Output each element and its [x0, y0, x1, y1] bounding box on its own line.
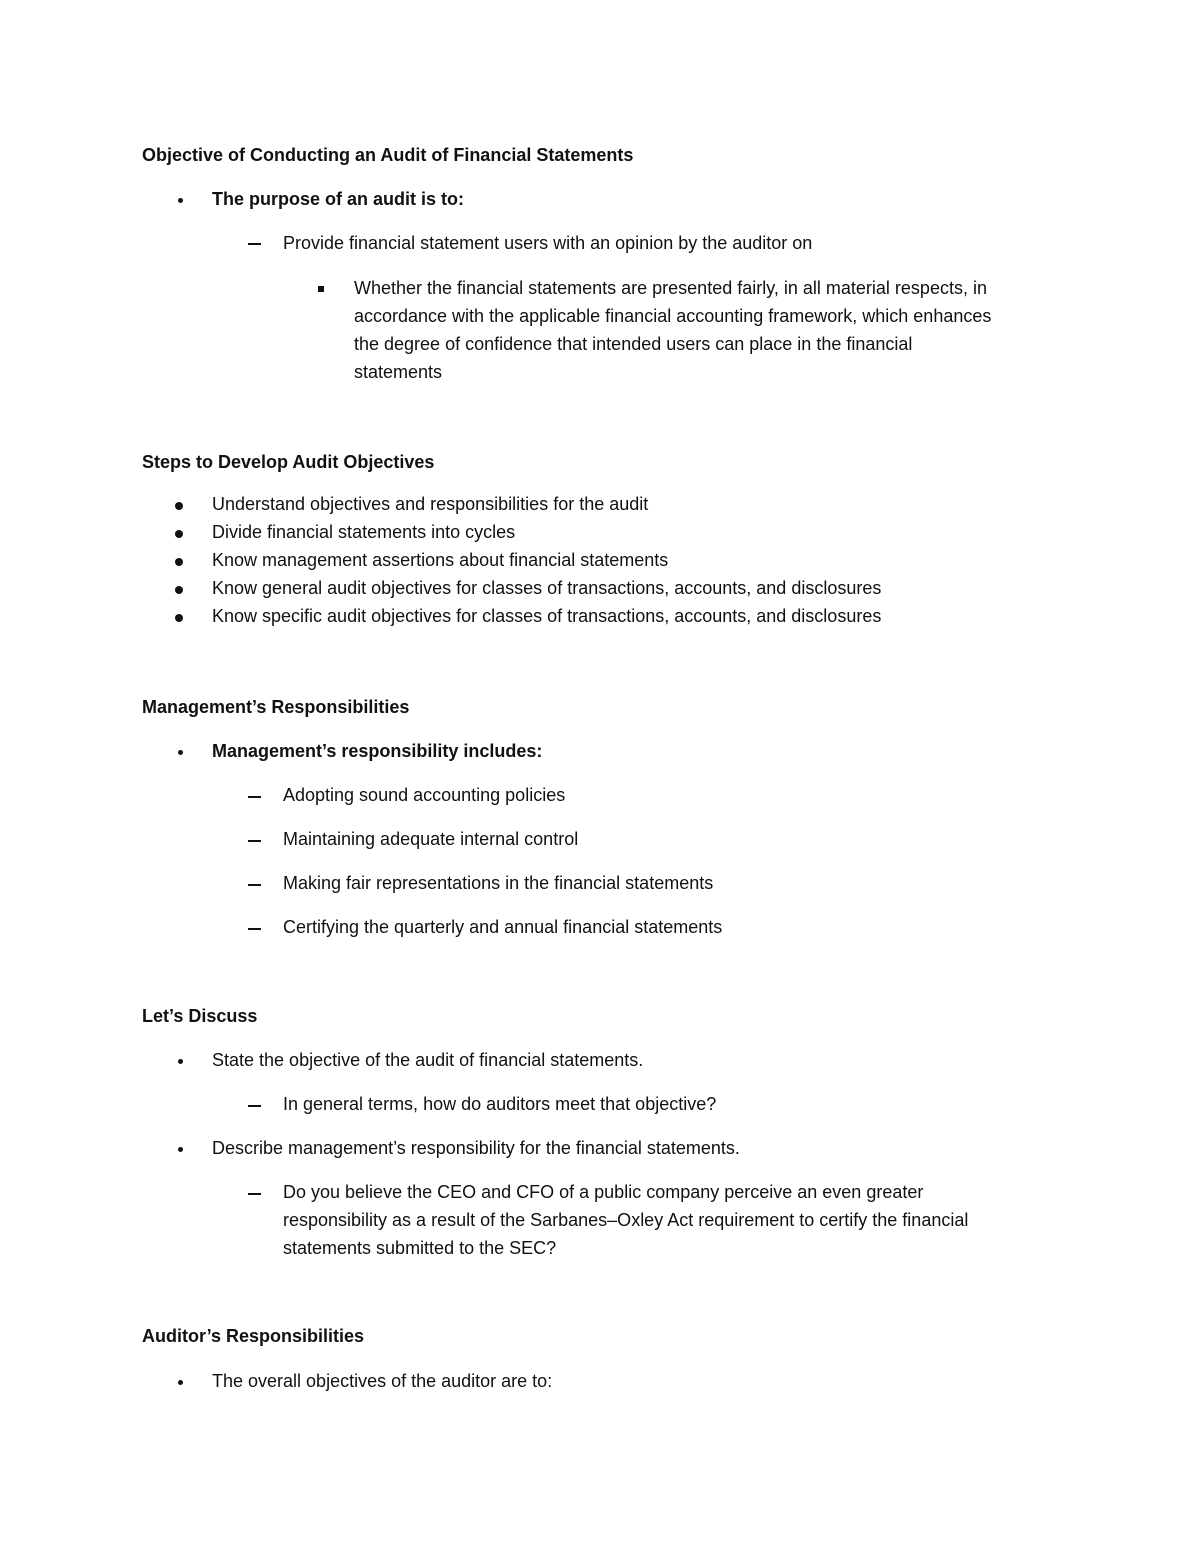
bullet-dot — [175, 586, 183, 594]
management-sub-4: Certifying the quarterly and annual financial statements — [283, 917, 723, 937]
dash-marker — [248, 1105, 261, 1107]
bullet-dot — [175, 558, 183, 566]
steps-item-1: Understand objectives and responsibilities for the audit — [212, 494, 649, 514]
dash-marker — [248, 243, 261, 245]
dash-marker — [248, 840, 261, 842]
objective-bullet: The purpose of an audit is to: — [212, 189, 464, 209]
section-heading-discuss: Let’s Discuss — [142, 1006, 258, 1026]
bullet-dot — [178, 198, 183, 203]
objective-subsub-line-4: statements — [354, 362, 443, 382]
dash-marker — [248, 928, 261, 930]
discuss-sub-2-line-3: statements submitted to the SEC? — [283, 1238, 557, 1258]
bullet-dot — [175, 530, 183, 538]
management-sub-1: Adopting sound accounting policies — [283, 785, 566, 805]
discuss-bullet-1: State the objective of the audit of financial statements. — [212, 1050, 644, 1070]
dash-marker — [248, 796, 261, 798]
dash-marker — [248, 1193, 261, 1195]
discuss-sub-2-line-2: responsibility as a result of the Sarbanes–Oxley Act requirement to certify the financial — [283, 1210, 969, 1230]
dash-marker — [248, 884, 261, 886]
bullet-dot — [178, 1380, 183, 1385]
section-heading-steps: Steps to Develop Audit Objectives — [142, 452, 435, 472]
bullet-dot — [178, 1147, 183, 1152]
bullet-dot — [175, 614, 183, 622]
bullet-dot — [178, 750, 183, 755]
objective-subsub-line-3: the degree of confidence that intended users can place in the financial — [354, 334, 913, 354]
steps-item-3: Know management assertions about financial statements — [212, 550, 669, 570]
section-heading-management: Management’s Responsibilities — [142, 697, 410, 717]
discuss-sub-1: In general terms, how do auditors meet that objective? — [283, 1094, 717, 1114]
steps-item-4: Know general audit objectives for classes of transactions, accounts, and disclosures — [212, 578, 882, 598]
steps-item-2: Divide financial statements into cycles — [212, 522, 516, 542]
objective-sub: Provide financial statement users with an opinion by the auditor on — [283, 233, 813, 253]
management-sub-2: Maintaining adequate internal control — [283, 829, 579, 849]
auditor-bullet: The overall objectives of the auditor are to: — [212, 1371, 553, 1391]
section-heading-auditor: Auditor’s Responsibilities — [142, 1326, 365, 1346]
management-bullet: Management’s responsibility includes: — [212, 741, 543, 761]
square-marker — [318, 286, 324, 292]
management-sub-3: Making fair representations in the financial statements — [283, 873, 714, 893]
discuss-bullet-2: Describe management’s responsibility for the financial statements. — [212, 1138, 740, 1158]
bullet-dot — [175, 502, 183, 510]
discuss-sub-2-line-1: Do you believe the CEO and CFO of a public company perceive an even greater — [283, 1182, 924, 1202]
steps-item-5: Know specific audit objectives for classes of transactions, accounts, and disclosures — [212, 606, 882, 626]
objective-subsub-line-1: Whether the financial statements are presented fairly, in all material respects, in — [354, 278, 987, 298]
section-heading-objective: Objective of Conducting an Audit of Financial Statements — [142, 145, 634, 165]
bullet-dot — [178, 1059, 183, 1064]
objective-subsub-line-2: accordance with the applicable financial accounting framework, which enhances — [354, 306, 992, 326]
